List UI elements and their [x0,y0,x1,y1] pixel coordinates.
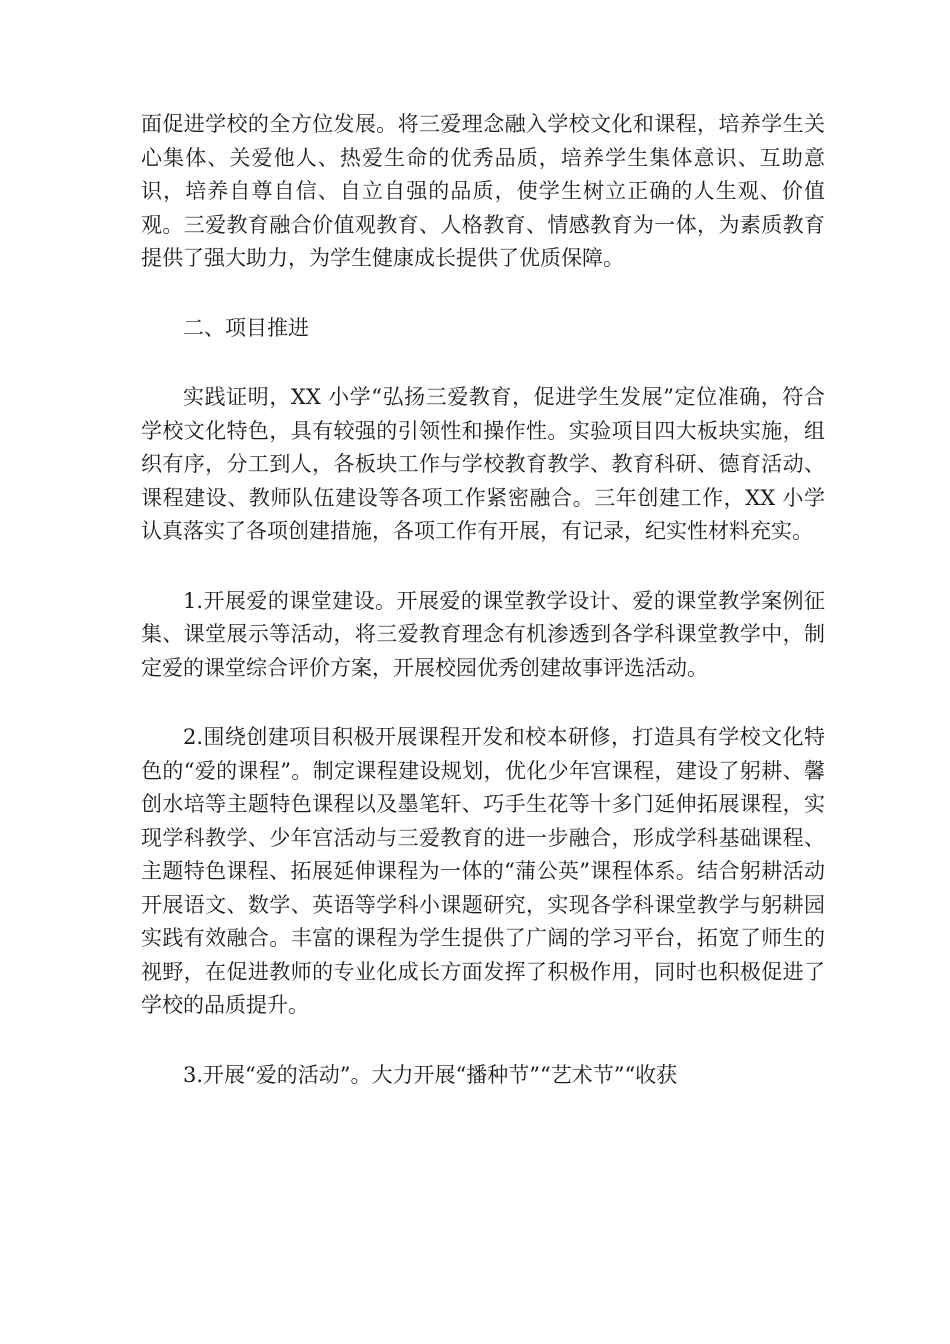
paragraph-item-3-activities: 3.开展“爱的活动”。大力开展“播种节”“艺术节”“收获 [183,1062,678,1087]
paragraph-intro-continuation: 面促进学校的全方位发展。将三爱理念融入学校文化和课程，培养学生关心集体、关爱他人、热爱生命的优秀品质，培养学生集体意识、互助意识，培养自尊自信、自立自强的品质，使学生树立正确的人生观、价值观。三爱教育融合价值观教育、人格教育、情感教育为一体，为素质教育提供了强大助力，为学生健康成长提供了优质保障。 [141,112,825,270]
paragraph-practice-proof: 实践证明，XX 小学“弘扬三爱教育，促进学生发展”定位准确，符合学校文化特色，具有较强的引领性和操作性。实验项目四大板块实施，组织有序，分工到人，各板块工作与学校教育教学、教育科研、德育活动、课程建设、教师队伍建设等各项工作紧密融合。三年创建工作，XX 小学认真落实了各项创建措施，各项工作有开展，有记录，纪实性材料充实。 [141,385,825,543]
paragraph-item-1-classroom: 1.开展爱的课堂建设。开展爱的课堂教学设计、爱的课堂教学案例征集、课堂展示等活动，将三爱教育理念有机渗透到各学科课堂教学中，制定爱的课堂综合评价方案，开展校园优秀创建故事评选活动。 [141,588,825,680]
paragraph-item-2-curriculum: 2.围绕创建项目积极开展课程开发和校本研修，打造具有学校文化特色的“爱的课程”。制定课程建设规划，优化少年宫课程，建设了躬耕、馨创水培等主题特色课程以及墨笔轩、巧手生花等十多门延伸拓展课程，实现学科教学、少年宫活动与三爱教育的进一步融合，形成学科基础课程、主题特色课程、拓展延伸课程为一体的“蒲公英”课程体系。结合躬耕活动开展语文、数学、英语等学科小课题研究，实现各学科课堂教学与躬耕园实践有效融合。丰富的课程为学生提供了广阔的学习平台，拓宽了师生的视野，在促进教师的专业化成长方面发挥了积极作用，同时也积极促进了学校的品质提升。 [141,725,825,1017]
section-heading-project-progress: 二、项目推进 [183,315,309,340]
document-page [141,108,825,1128]
